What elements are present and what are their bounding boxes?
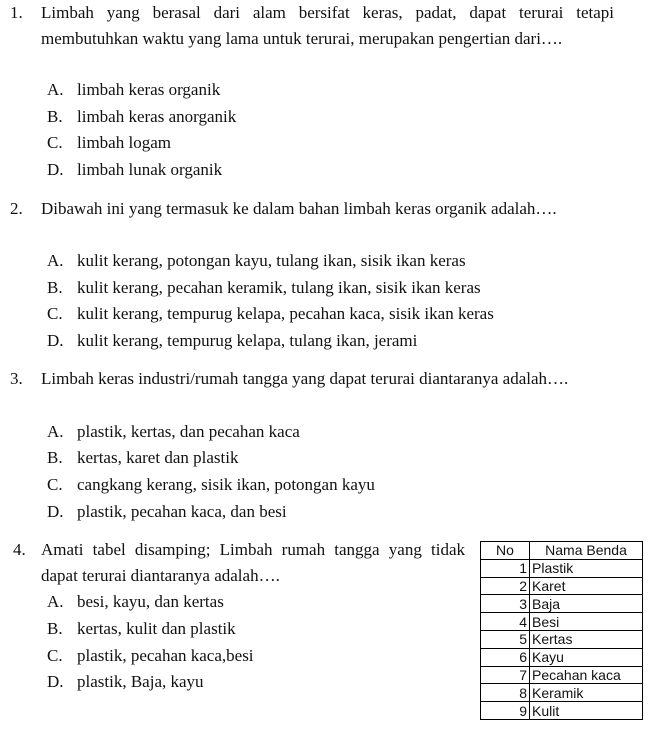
option-b bbox=[47, 275, 481, 301]
option-a bbox=[47, 77, 220, 103]
table-row bbox=[481, 648, 643, 666]
option-letter: A. bbox=[47, 80, 64, 99]
cell-no: 5 bbox=[481, 630, 530, 648]
option-text: kulit kerang, tempurug kelapa, pecahan kaca, sisik ikan keras bbox=[77, 304, 494, 323]
cell-no: 8 bbox=[481, 684, 530, 702]
question-text: Limbah keras industri/rumah tangga yang dapat terurai diantaranya adalah…. bbox=[41, 369, 569, 388]
table-row bbox=[481, 684, 643, 702]
cell-nama: Plastik bbox=[530, 559, 643, 577]
option-letter: A. bbox=[47, 422, 64, 441]
cell-nama: Kertas bbox=[530, 630, 643, 648]
table-row bbox=[481, 559, 643, 577]
option-letter: D. bbox=[47, 331, 64, 350]
option-text: kertas, kulit dan plastik bbox=[77, 619, 236, 638]
option-c bbox=[47, 301, 494, 327]
option-text: plastik, kertas, dan pecahan kaca bbox=[77, 422, 300, 441]
option-text: cangkang kerang, sisik ikan, potongan kayu bbox=[77, 475, 375, 494]
option-b bbox=[47, 445, 238, 471]
question-number: 3. bbox=[10, 369, 23, 388]
table-row bbox=[481, 577, 643, 595]
option-letter: B. bbox=[47, 619, 63, 638]
option-c bbox=[47, 130, 171, 156]
cell-nama: Kayu bbox=[530, 648, 643, 666]
cell-no: 1 bbox=[481, 559, 530, 577]
cell-nama: Baja bbox=[530, 595, 643, 613]
cell-no: 7 bbox=[481, 666, 530, 684]
option-text: plastik, pecahan kaca,besi bbox=[77, 646, 254, 665]
option-letter: C. bbox=[47, 133, 63, 152]
option-letter: C. bbox=[47, 646, 63, 665]
option-letter: D. bbox=[47, 160, 64, 179]
question-number: 1. bbox=[10, 3, 23, 22]
table-row bbox=[481, 630, 643, 648]
table-row bbox=[481, 613, 643, 631]
option-letter: A. bbox=[47, 592, 64, 611]
cell-nama: Keramik bbox=[530, 684, 643, 702]
question-text: Limbah yang berasal dari alam bersifat keras, padat, dapat terurai tetapi membutuhkan waktu yang lama untuk terurai, merupakan pengertian dari…. bbox=[41, 3, 614, 48]
table-row bbox=[481, 666, 643, 684]
option-letter: B. bbox=[47, 278, 63, 297]
option-letter: B. bbox=[47, 107, 63, 126]
option-d bbox=[47, 328, 417, 354]
cell-nama: Karet bbox=[530, 577, 643, 595]
option-text: kulit kerang, tempurug kelapa, tulang ikan, jerami bbox=[77, 331, 418, 350]
option-a bbox=[47, 248, 466, 274]
option-b bbox=[47, 104, 236, 130]
cell-nama: Besi bbox=[530, 613, 643, 631]
option-letter: D. bbox=[47, 502, 64, 521]
cell-no: 6 bbox=[481, 648, 530, 666]
header-no: No bbox=[481, 542, 530, 560]
option-letter: A. bbox=[47, 251, 64, 270]
table-row bbox=[481, 702, 643, 720]
option-letter: C. bbox=[47, 475, 63, 494]
option-text: besi, kayu, dan kertas bbox=[77, 592, 224, 611]
option-text: limbah keras anorganik bbox=[77, 107, 237, 126]
option-letter: D. bbox=[47, 672, 64, 691]
question-text: Amati tabel disamping; Limbah rumah tangga yang tidak dapat terurai diantaranya adalah…. bbox=[41, 540, 465, 585]
option-text: kulit kerang, pecahan keramik, tulang ikan, sisik ikan keras bbox=[77, 278, 481, 297]
cell-no: 3 bbox=[481, 595, 530, 613]
option-c bbox=[47, 643, 254, 669]
option-c bbox=[47, 472, 375, 498]
option-d bbox=[47, 669, 204, 695]
option-letter: B. bbox=[47, 448, 63, 467]
table-row bbox=[481, 595, 643, 613]
cell-no: 9 bbox=[481, 702, 530, 720]
option-text: limbah lunak organik bbox=[77, 160, 223, 179]
cell-no: 2 bbox=[481, 577, 530, 595]
cell-nama: Pecahan kaca bbox=[530, 666, 643, 684]
option-text: kulit kerang, potongan kayu, tulang ikan, sisik ikan keras bbox=[77, 251, 466, 270]
option-d bbox=[47, 157, 222, 183]
cell-no: 4 bbox=[481, 613, 530, 631]
table-header-row bbox=[481, 542, 643, 560]
question-text: Dibawah ini yang termasuk ke dalam bahan limbah keras organik adalah…. bbox=[41, 199, 557, 218]
option-text: plastik, Baja, kayu bbox=[77, 672, 204, 691]
option-d bbox=[47, 499, 287, 525]
option-b bbox=[47, 616, 236, 642]
option-text: limbah keras organik bbox=[77, 80, 221, 99]
question-number: 2. bbox=[10, 199, 23, 218]
option-text: limbah logam bbox=[77, 133, 171, 152]
question-number: 4. bbox=[13, 540, 26, 559]
option-a bbox=[47, 589, 224, 615]
header-nama-benda: Nama Benda bbox=[530, 542, 643, 560]
option-text: plastik, pecahan kaca, dan besi bbox=[77, 502, 287, 521]
nama-benda-table bbox=[480, 541, 643, 720]
option-a bbox=[47, 419, 300, 445]
option-letter: C. bbox=[47, 304, 63, 323]
cell-nama: Kulit bbox=[530, 702, 643, 720]
option-text: kertas, karet dan plastik bbox=[77, 448, 239, 467]
